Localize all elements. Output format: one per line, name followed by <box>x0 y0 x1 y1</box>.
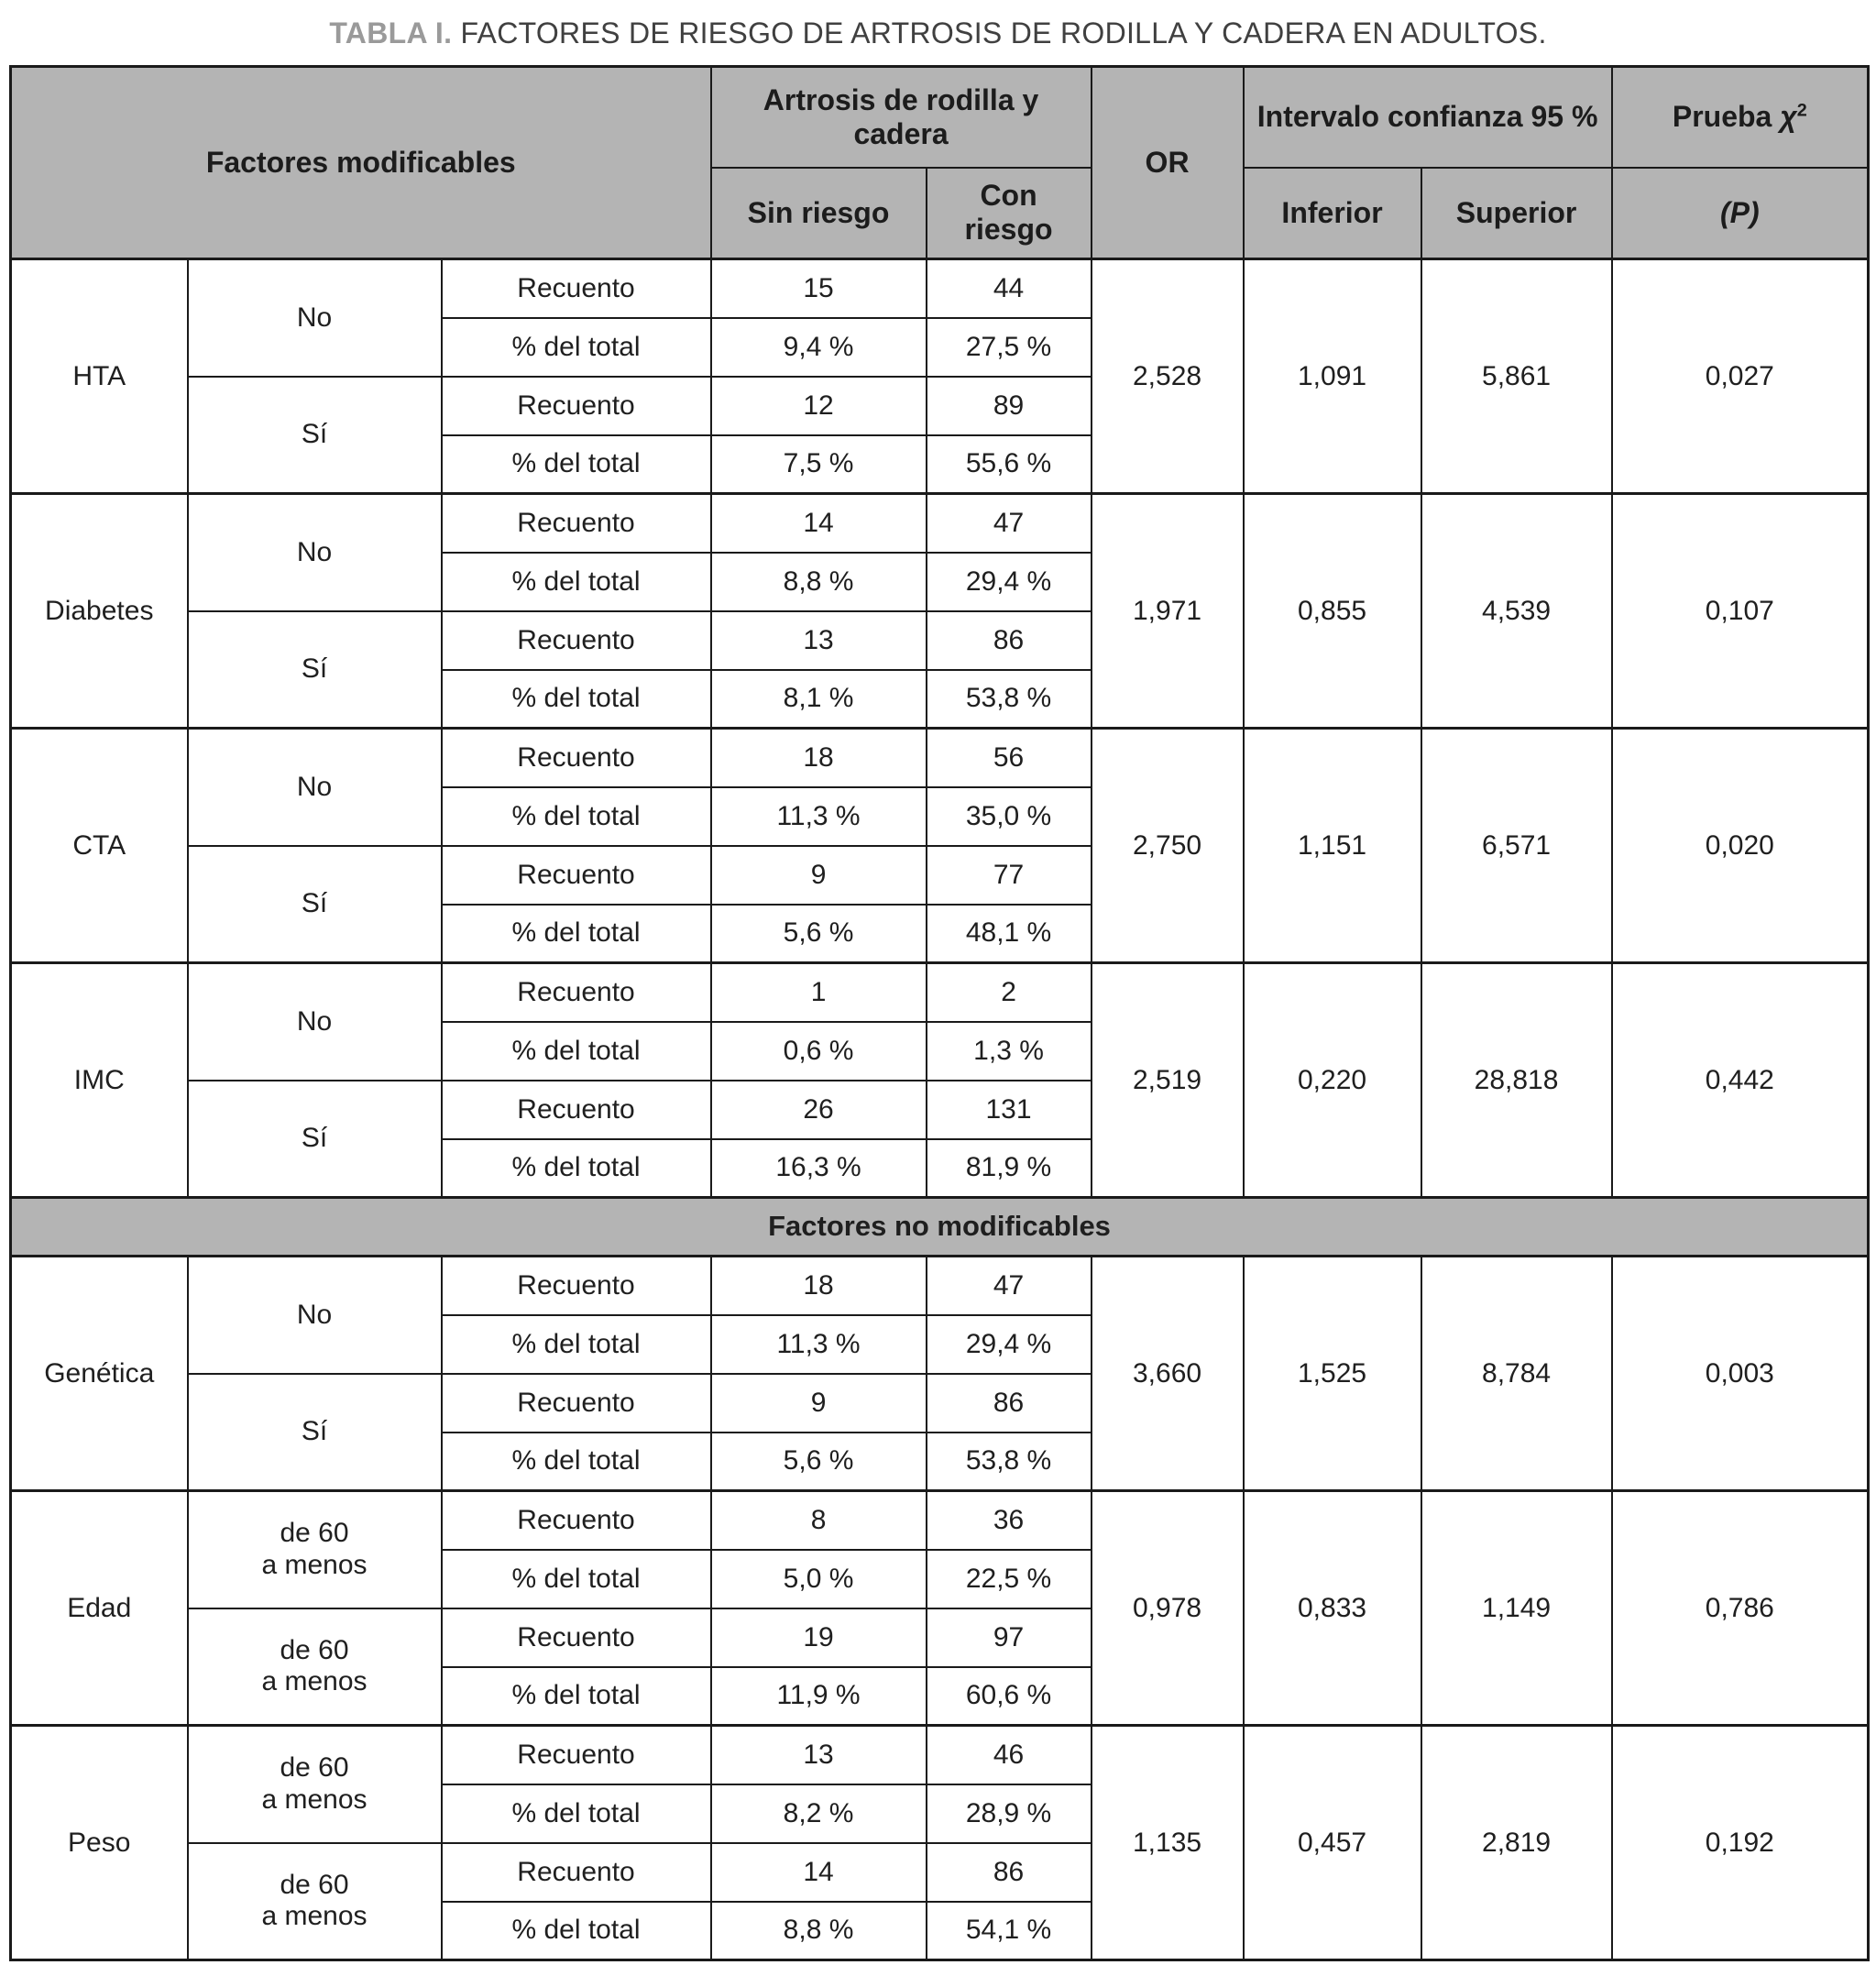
or-value-cell: 0,978 <box>1092 1491 1244 1726</box>
level-cell <box>188 1726 442 1843</box>
sin-riesgo-value-cell: 18 <box>711 729 927 787</box>
ci-superior-value-cell: 6,571 <box>1421 729 1612 963</box>
con-riesgo-value-cell: 28,9 % <box>927 1784 1092 1843</box>
or-value-cell: 1,971 <box>1092 494 1244 729</box>
level-cell <box>188 1608 442 1726</box>
level-cell: Sí <box>188 1081 442 1198</box>
header-or: OR <box>1092 67 1244 259</box>
level-cell: Sí <box>188 1374 442 1491</box>
sin-riesgo-value-cell: 8 <box>711 1491 927 1550</box>
sin-riesgo-value-cell: 9,4 % <box>711 318 927 377</box>
con-riesgo-value-cell: 46 <box>927 1726 1092 1784</box>
factor-cell: Diabetes <box>11 494 188 729</box>
measure-recuento-cell: Recuento <box>442 611 711 670</box>
ci-inferior-value-cell: 0,855 <box>1244 494 1421 729</box>
level-cell: Sí <box>188 846 442 963</box>
measure-pct-cell: % del total <box>442 1784 711 1843</box>
ci-inferior-value-cell: 0,457 <box>1244 1726 1421 1960</box>
or-value-cell: 2,528 <box>1092 259 1244 494</box>
level-cell: No <box>188 1257 442 1374</box>
sin-riesgo-value-cell: 11,9 % <box>711 1667 927 1726</box>
level-cell: No <box>188 963 442 1081</box>
factor-cell: IMC <box>11 963 188 1198</box>
con-riesgo-value-cell: 1,3 % <box>927 1022 1092 1081</box>
sin-riesgo-value-cell: 11,3 % <box>711 787 927 846</box>
con-riesgo-value-cell: 86 <box>927 611 1092 670</box>
con-riesgo-value-cell: 36 <box>927 1491 1092 1550</box>
sin-riesgo-value-cell: 11,3 % <box>711 1315 927 1374</box>
con-riesgo-value-cell: 60,6 % <box>927 1667 1092 1726</box>
label-line: a menos <box>261 1901 368 1932</box>
table-row <box>11 259 1869 318</box>
con-riesgo-value-cell: 22,5 % <box>927 1550 1092 1608</box>
p-value-cell: 0,442 <box>1612 963 1869 1198</box>
p-value-cell: 0,786 <box>1612 1491 1869 1726</box>
p-value-cell: 0,020 <box>1612 729 1869 963</box>
table-row <box>11 729 1869 787</box>
con-riesgo-value-cell: 86 <box>927 1843 1092 1902</box>
sin-riesgo-value-cell: 16,3 % <box>711 1139 927 1198</box>
measure-recuento-cell: Recuento <box>442 1726 711 1784</box>
header-sin-riesgo: Sin riesgo <box>711 168 927 259</box>
factor-cell: CTA <box>11 729 188 963</box>
con-riesgo-value-cell: 77 <box>927 846 1092 905</box>
measure-pct-cell: % del total <box>442 1139 711 1198</box>
con-riesgo-value-cell: 56 <box>927 729 1092 787</box>
table-title-text: FACTORES DE RIESGO DE ARTROSIS DE RODILLA Y CADERA EN ADULTOS. <box>460 16 1547 49</box>
measure-recuento-cell: Recuento <box>442 1081 711 1139</box>
header-intervalo-confianza: Intervalo confianza 95 % <box>1244 67 1612 168</box>
measure-recuento-cell: Recuento <box>442 729 711 787</box>
ci-inferior-value-cell: 1,091 <box>1244 259 1421 494</box>
measure-pct-cell: % del total <box>442 1902 711 1960</box>
header-inferior: Inferior <box>1244 168 1421 259</box>
level-cell: No <box>188 259 442 377</box>
con-riesgo-value-cell: 2 <box>927 963 1092 1022</box>
header-artrosis-rodilla-cadera: Artrosis de rodilla y cadera <box>711 67 1092 168</box>
measure-recuento-cell: Recuento <box>442 1491 711 1550</box>
p-value-cell: 0,107 <box>1612 494 1869 729</box>
header-row-1 <box>11 67 1869 168</box>
measure-pct-cell: % del total <box>442 1667 711 1726</box>
chi-exponent: 2 <box>1796 100 1807 121</box>
sin-riesgo-value-cell: 7,5 % <box>711 435 927 494</box>
label-line: a menos <box>261 1784 368 1815</box>
measure-pct-cell: % del total <box>442 787 711 846</box>
ci-superior-value-cell: 5,861 <box>1421 259 1612 494</box>
or-value-cell: 2,519 <box>1092 963 1244 1198</box>
sin-riesgo-value-cell: 0,6 % <box>711 1022 927 1081</box>
sin-riesgo-value-cell: 5,6 % <box>711 905 927 963</box>
measure-recuento-cell: Recuento <box>442 1843 711 1902</box>
ci-inferior-value-cell: 0,833 <box>1244 1491 1421 1726</box>
measure-pct-cell: % del total <box>442 1550 711 1608</box>
measure-recuento-cell: Recuento <box>442 1374 711 1433</box>
ci-superior-value-cell: 2,819 <box>1421 1726 1612 1960</box>
table-row <box>11 963 1869 1022</box>
measure-pct-cell: % del total <box>442 318 711 377</box>
p-value-cell: 0,192 <box>1612 1726 1869 1960</box>
measure-recuento-cell: Recuento <box>442 963 711 1022</box>
con-riesgo-value-cell: 53,8 % <box>927 670 1092 729</box>
sin-riesgo-value-cell: 9 <box>711 1374 927 1433</box>
level-cell: Sí <box>188 611 442 729</box>
measure-pct-cell: % del total <box>442 670 711 729</box>
con-riesgo-value-cell: 29,4 % <box>927 1315 1092 1374</box>
measure-pct-cell: % del total <box>442 1315 711 1374</box>
ci-inferior-value-cell: 1,151 <box>1244 729 1421 963</box>
or-value-cell: 1,135 <box>1092 1726 1244 1960</box>
header-con-riesgo: Con riesgo <box>927 168 1092 259</box>
or-value-cell: 2,750 <box>1092 729 1244 963</box>
factor-cell: Genética <box>11 1257 188 1491</box>
con-riesgo-value-cell: 48,1 % <box>927 905 1092 963</box>
con-riesgo-value-cell: 29,4 % <box>927 553 1092 611</box>
measure-pct-cell: % del total <box>442 1022 711 1081</box>
label-line: de 60 <box>280 1752 349 1784</box>
sin-riesgo-value-cell: 1 <box>711 963 927 1022</box>
ci-superior-value-cell: 1,149 <box>1421 1491 1612 1726</box>
sin-riesgo-value-cell: 14 <box>711 494 927 553</box>
chi-symbol: χ <box>1780 100 1797 134</box>
label-line: de 60 <box>280 1869 349 1900</box>
section-divider-row <box>11 1198 1869 1257</box>
con-riesgo-value-cell: 47 <box>927 1257 1092 1315</box>
header-factores-modificables: Factores modificables <box>11 67 711 259</box>
or-value-cell: 3,660 <box>1092 1257 1244 1491</box>
ci-inferior-value-cell: 1,525 <box>1244 1257 1421 1491</box>
factor-cell: Edad <box>11 1491 188 1726</box>
ci-inferior-value-cell: 0,220 <box>1244 963 1421 1198</box>
sin-riesgo-value-cell: 19 <box>711 1608 927 1667</box>
con-riesgo-value-cell: 47 <box>927 494 1092 553</box>
p-value-cell: 0,027 <box>1612 259 1869 494</box>
measure-pct-cell: % del total <box>442 435 711 494</box>
level-cell <box>188 1491 442 1608</box>
sin-riesgo-value-cell: 12 <box>711 377 927 435</box>
measure-recuento-cell: Recuento <box>442 846 711 905</box>
table-row <box>11 1491 1869 1550</box>
level-cell: No <box>188 729 442 846</box>
section-divider-label: Factores no modificables <box>11 1198 1869 1257</box>
sin-riesgo-value-cell: 8,8 % <box>711 1902 927 1960</box>
measure-pct-cell: % del total <box>442 905 711 963</box>
table-title-label: TABLA I. <box>329 16 453 49</box>
factor-cell: Peso <box>11 1726 188 1960</box>
con-riesgo-value-cell: 53,8 % <box>927 1433 1092 1491</box>
sin-riesgo-value-cell: 8,1 % <box>711 670 927 729</box>
level-cell <box>188 1843 442 1960</box>
measure-recuento-cell: Recuento <box>442 494 711 553</box>
level-cell: Sí <box>188 377 442 494</box>
table-body <box>11 259 1869 1960</box>
sin-riesgo-value-cell: 18 <box>711 1257 927 1315</box>
measure-recuento-cell: Recuento <box>442 377 711 435</box>
level-cell: No <box>188 494 442 611</box>
measure-recuento-cell: Recuento <box>442 1608 711 1667</box>
con-riesgo-value-cell: 81,9 % <box>927 1139 1092 1198</box>
ci-superior-value-cell: 8,784 <box>1421 1257 1612 1491</box>
con-riesgo-value-cell: 131 <box>927 1081 1092 1139</box>
measure-recuento-cell: Recuento <box>442 259 711 318</box>
table-row <box>11 1726 1869 1784</box>
con-riesgo-value-cell: 97 <box>927 1608 1092 1667</box>
con-riesgo-value-cell: 27,5 % <box>927 318 1092 377</box>
sin-riesgo-value-cell: 15 <box>711 259 927 318</box>
factor-cell: HTA <box>11 259 188 494</box>
table-title <box>9 7 1867 65</box>
label-line: a menos <box>261 1549 368 1580</box>
label-line: de 60 <box>280 1634 349 1665</box>
table-row <box>11 1257 1869 1315</box>
prueba-label: Prueba <box>1672 100 1772 134</box>
con-riesgo-value-cell: 35,0 % <box>927 787 1092 846</box>
label-line: de 60 <box>280 1518 349 1549</box>
table-header <box>11 67 1869 259</box>
ci-superior-value-cell: 28,818 <box>1421 963 1612 1198</box>
con-riesgo-value-cell: 44 <box>927 259 1092 318</box>
sin-riesgo-value-cell: 13 <box>711 1726 927 1784</box>
con-riesgo-value-cell: 54,1 % <box>927 1902 1092 1960</box>
header-p-value: (P) <box>1612 168 1869 259</box>
sin-riesgo-value-cell: 8,8 % <box>711 553 927 611</box>
sin-riesgo-value-cell: 5,6 % <box>711 1433 927 1491</box>
label-line: a menos <box>261 1666 368 1697</box>
con-riesgo-value-cell: 89 <box>927 377 1092 435</box>
measure-pct-cell: % del total <box>442 553 711 611</box>
con-riesgo-value-cell: 55,6 % <box>927 435 1092 494</box>
measure-pct-cell: % del total <box>442 1433 711 1491</box>
sin-riesgo-value-cell: 9 <box>711 846 927 905</box>
sin-riesgo-value-cell: 13 <box>711 611 927 670</box>
sin-riesgo-value-cell: 14 <box>711 1843 927 1902</box>
ci-superior-value-cell: 4,539 <box>1421 494 1612 729</box>
header-prueba-chi <box>1612 67 1869 168</box>
risk-factors-table <box>9 65 1870 1961</box>
sin-riesgo-value-cell: 26 <box>711 1081 927 1139</box>
p-value-cell: 0,003 <box>1612 1257 1869 1491</box>
measure-recuento-cell: Recuento <box>442 1257 711 1315</box>
con-riesgo-value-cell: 86 <box>927 1374 1092 1433</box>
sin-riesgo-value-cell: 5,0 % <box>711 1550 927 1608</box>
header-superior: Superior <box>1421 168 1612 259</box>
sin-riesgo-value-cell: 8,2 % <box>711 1784 927 1843</box>
table-row <box>11 494 1869 553</box>
